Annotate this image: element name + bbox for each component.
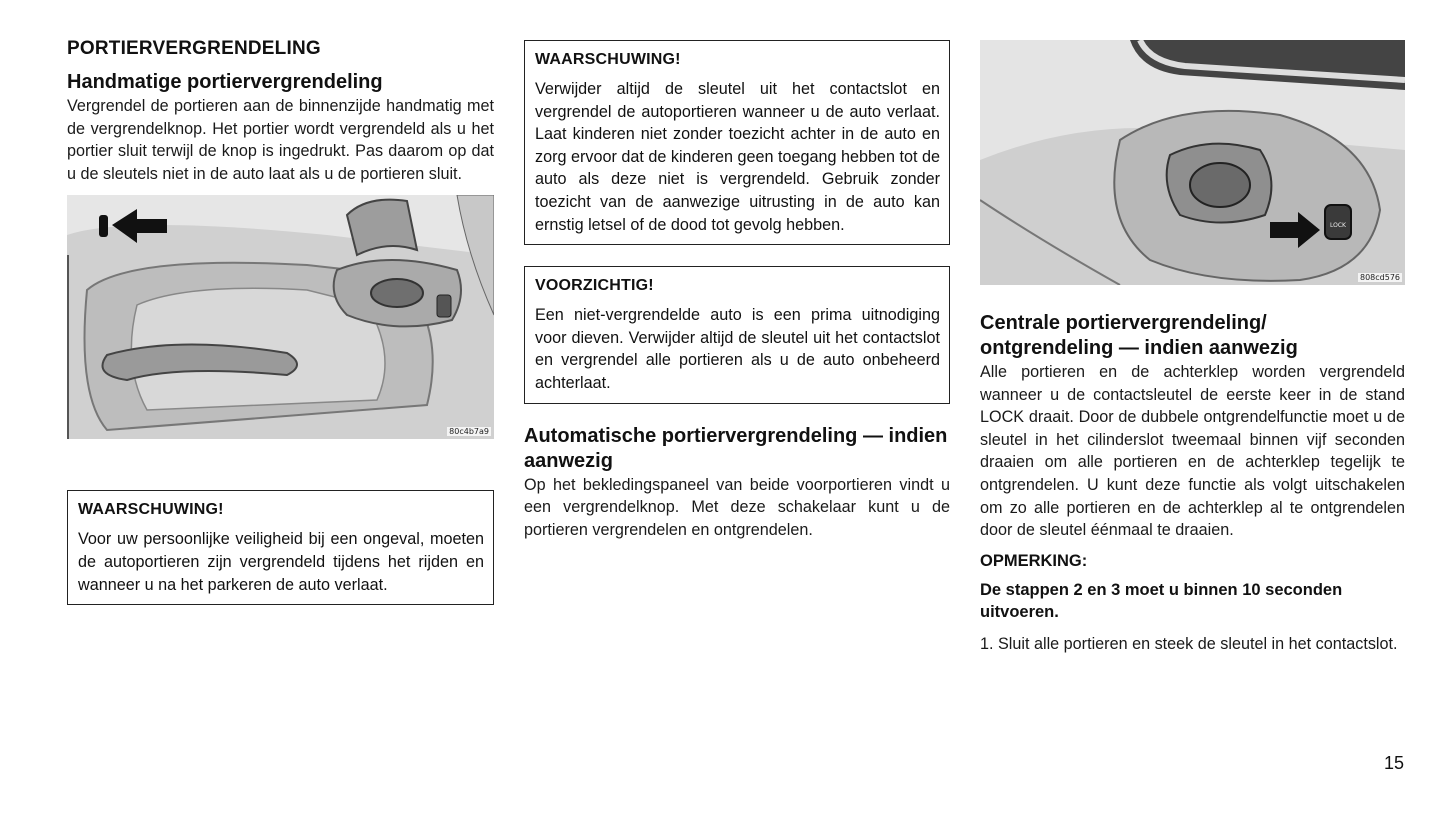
left-column [67,36,494,605]
figure-code: 80c4b7a9 [449,427,489,437]
figure-code: 808cd576 [1359,273,1400,282]
page-number: 15 [1383,753,1404,773]
warning-heading: WAARSCHUWING! [78,501,224,519]
door-panel-figure [67,195,494,439]
middle-column [524,40,950,541]
warning-box-2 [524,40,950,245]
step-1: 1. Sluit alle portieren en steek de sleutel in het contactslot. [980,634,1398,653]
caution-heading: VOORZICHTIG! [535,277,654,295]
note-heading: OPMERKING: [980,551,1088,570]
paragraph-manual-locking: Vergrendel de portieren aan de binnenzijde handmatig met de vergrendelknop. Het portier wordt vergrendeld als u het portier sluit terwijl de knop is ingedrukt. Pas daarom op dat u de sleutels niet in de auto laat als u de portieren sluit. [67,97,494,183]
door-inner-panel-illustration [67,195,494,439]
door-handle-figure [980,40,1405,285]
heading-automatic-locking: Automatische portiervergrendeling — indien aanwezig [524,424,948,472]
warning-heading: WAARSCHUWING! [535,51,681,68]
warning-box-1 [67,490,494,605]
door-handle-lock-switch-illustration [980,40,1405,285]
paragraph-central-locking: Alle portieren en de achterklep worden vergrendeld wanneer u de contactsleutel de eerste keer in de stand LOCK draait. Door de dubbele ontgrendelfunctie moet u de sleutel in het cilinderslot tweemaal binnen vijf seconden draaien om alle portieren en de achterklep tegelijk te ontgrendelen. U kunt deze functie als volgt uitschakelen om zo alle portieren en de achterklep al te ontgrendelen door de sleutel éénmaal te draaien. [980,363,1405,540]
heading-central-locking: Centrale portiervergrendeling/ ontgrendeling — indien aanwezig [980,312,1298,359]
heading-manual-locking: Handmatige portiervergrendeling [67,71,383,93]
paragraph-automatic-locking: Op het bekledingspaneel van beide voorportieren vindt u een vergrendelknop. Met deze schakelaar kunt u de portieren vergrendelen en ontgrendelen. [524,475,950,539]
lock-switch-label: LOCK [1330,222,1346,229]
section-title: PORTIERVERGRENDELING [67,38,321,59]
warning-text: Voor uw persoonlijke veiligheid bij een ongeval, moeten de autoportieren zijn vergrendeld tijdens het rijden en wanneer u na het parkeren de auto verlaat. [78,530,484,594]
caution-text: Een niet-vergrendelde auto is een prima uitnodiging voor dieven. Verwijder altijd de sleutel uit het contactslot en vergrendel alle portieren als u de auto onbeheerd achterlaat. [535,306,940,392]
note-text: De stappen 2 en 3 moet u binnen 10 seconden uitvoeren. [980,580,1343,621]
caution-box [524,266,950,403]
right-column [980,40,1405,655]
warning-text: Verwijder altijd de sleutel uit het contactslot en vergrendel de autoportieren wanneer u de auto verlaat. Laat kinderen niet zonder toezicht achter in de auto en zorg ervoor dat de kinderen geen toegang hebben tot de auto als deze niet is vergrendeld. Gebruik zonder toezicht van de aanwezige uitrusting in de auto kan ernstig letsel of de dood tot gevolg hebben. [535,80,940,234]
